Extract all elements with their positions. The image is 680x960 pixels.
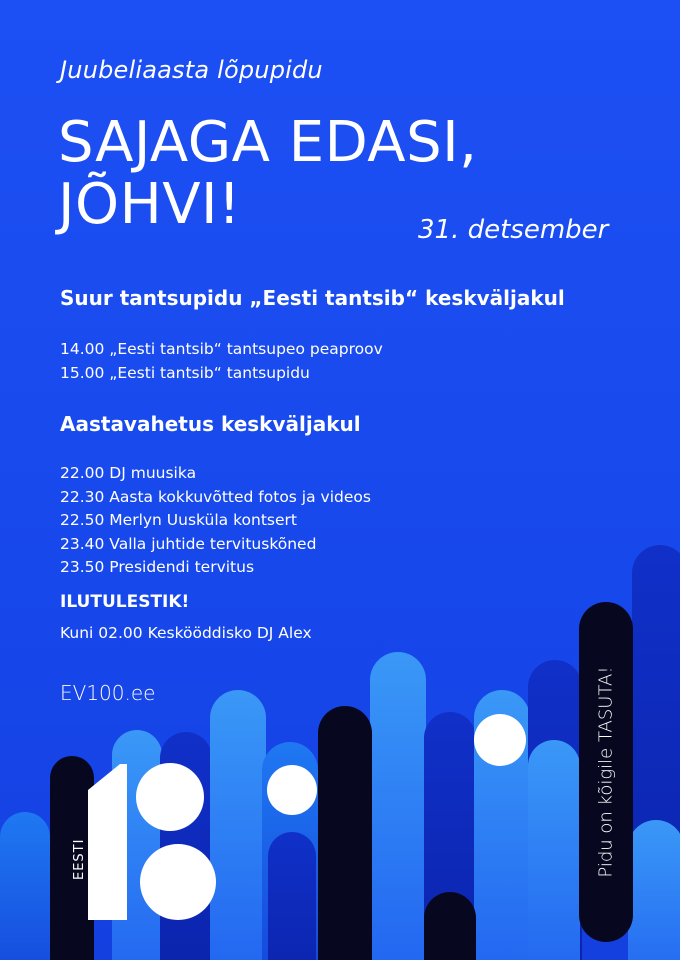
schedule-list-new-year xyxy=(60,462,371,580)
disco-info: Kuni 02.00 Keskööddisko DJ Alex xyxy=(60,624,312,642)
circle xyxy=(267,765,317,815)
circle xyxy=(474,714,526,766)
logo-label: EESTI xyxy=(72,838,87,880)
event-date: 31. detsember xyxy=(418,215,609,245)
list-item: 14.00 „Eesti tantsib“ tantsupeo peaproov xyxy=(60,340,383,358)
list-item: 23.40 Valla juhtide tervituskõned xyxy=(60,534,317,553)
list-item: 22.00 DJ muusika xyxy=(60,464,197,482)
fireworks-label: ILUTULESTIK! xyxy=(60,592,190,612)
headline-line-2: JÕHVI! xyxy=(58,172,241,237)
bar xyxy=(424,892,476,960)
list-item: 23.50 Presidendi tervitus xyxy=(60,558,255,576)
list-item: 22.50 Merlyn Uusküla kontsert xyxy=(60,511,297,529)
list-item: 15.00 „Eesti tantsib“ tantsupidu xyxy=(60,363,310,382)
bar xyxy=(370,652,426,960)
event-subtitle: Juubeliaasta lõpupidu xyxy=(60,56,323,84)
bar xyxy=(0,812,50,960)
section-title-dance: Suur tantsupidu „Eesti tantsib“ keskväljakul xyxy=(60,286,565,310)
bar xyxy=(210,690,266,960)
bar xyxy=(318,706,372,960)
free-entry-text: Pidu on kõigile TASUTA! xyxy=(595,666,617,878)
bar xyxy=(628,820,680,960)
event-headline xyxy=(58,112,477,236)
list-item: 22.30 Aasta kokkuvõtted fotos ja videos xyxy=(60,487,371,506)
bar xyxy=(268,832,316,960)
website-link[interactable]: EV100.ee xyxy=(60,681,156,705)
headline-line-1: SAJAGA EDASI, xyxy=(58,110,478,175)
schedule-list-dance xyxy=(60,338,383,385)
free-entry-badge xyxy=(579,602,633,942)
section-title-new-year: Aastavahetus keskväljakul xyxy=(60,412,361,436)
bar xyxy=(528,740,580,960)
